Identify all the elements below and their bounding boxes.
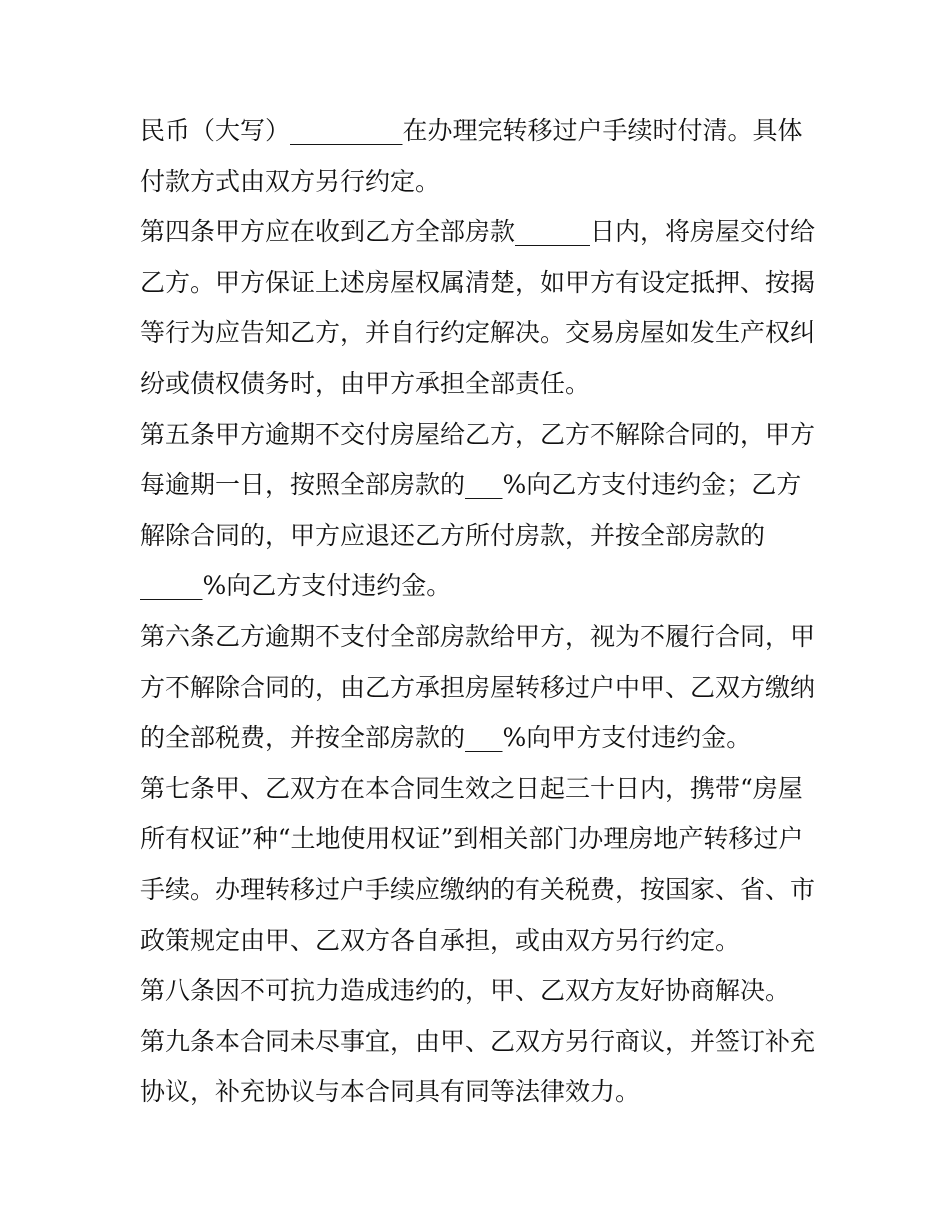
text-line: 政策规定由甲、乙双方各自承担，或由双方另行约定。	[140, 925, 741, 955]
text-line: _____%向乙方支付违约金。	[140, 571, 452, 601]
text-line: 第九条本合同未尽事宜，由甲、乙双方另行商议，并签订补充	[140, 1026, 816, 1056]
text-line: 纷或债权债务时，由甲方承担全部责任。	[140, 368, 591, 398]
text-line: 协议，补充协议与本合同具有同等法律效力。	[140, 1077, 641, 1107]
text-line: 解除合同的，甲方应退还乙方所付房款，并按全部房款的	[140, 520, 766, 550]
text-line: 乙方。甲方保证上述房屋权属清楚，如甲方有设定抵押、按揭	[140, 267, 816, 297]
text-line: 民币（大写）_________在办理完转移过户手续时付清。具体	[140, 116, 803, 145]
text-line: 第五条甲方逾期不交付房屋给乙方，乙方不解除合同的，甲方	[140, 419, 816, 449]
text-line: 付款方式由双方另行约定。	[140, 166, 441, 196]
text-line: 第六条乙方逾期不支付全部房款给甲方，视为不履行合同，甲	[140, 621, 816, 651]
text-line: 第八条因不可抗力造成违约的，甲、乙双方友好协商解决。	[140, 976, 791, 1006]
contract-text	[140, 106, 820, 1118]
text-line: 手续。办理转移过户手续应缴纳的有关税费，按国家、省、市	[140, 874, 816, 904]
text-line: 的全部税费，并按全部房款的___%向甲方支付违约金。	[140, 723, 752, 753]
text-line: 第七条甲、乙双方在本合同生效之日起三十日内，携带“房屋	[140, 773, 803, 803]
text-line: 第四条甲方应在收到乙方全部房款______日内，将房屋交付给	[140, 217, 816, 247]
text-line: 所有权证”种“土地使用权证”到相关部门办理房地产转移过户	[140, 824, 804, 854]
text-line: 等行为应告知乙方，并自行约定解决。交易房屋如发生产权纠	[140, 318, 816, 348]
text-line: 方不解除合同的，由乙方承担房屋转移过户中甲、乙双方缴纳	[140, 672, 816, 702]
text-line: 每逾期一日，按照全部房款的___%向乙方支付违约金；乙方	[140, 470, 802, 500]
